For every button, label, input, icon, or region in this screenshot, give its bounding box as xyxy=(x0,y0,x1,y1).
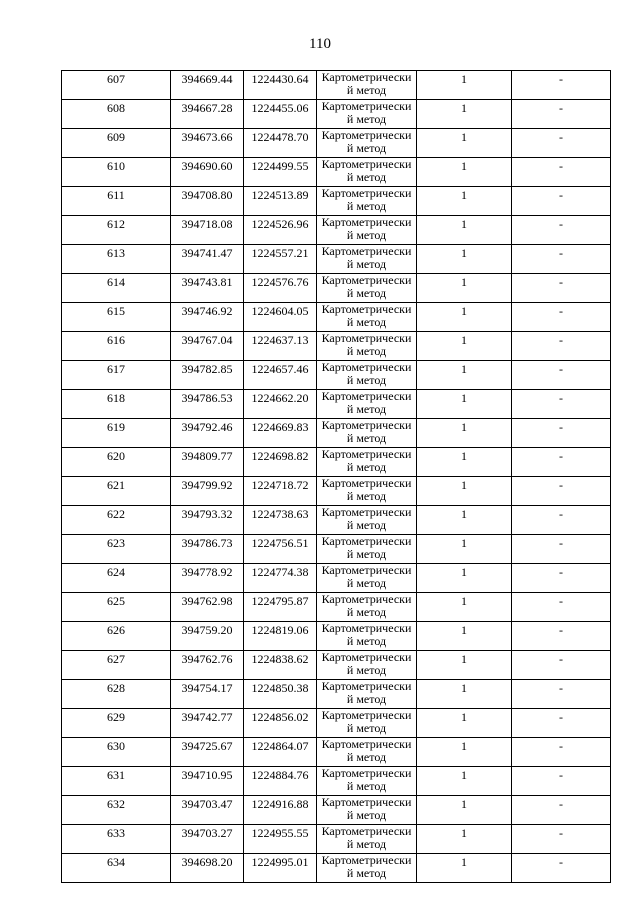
accuracy-cell: 1 xyxy=(417,738,512,767)
x-coordinate-cell: 394743.81 xyxy=(171,274,244,303)
method-cell xyxy=(317,854,417,883)
table-row xyxy=(62,361,611,390)
extra-cell: - xyxy=(512,564,611,593)
y-coordinate-cell: 1224955.55 xyxy=(244,825,317,854)
x-coordinate-cell: 394754.17 xyxy=(171,680,244,709)
method-text-line1: Картометрически xyxy=(321,157,412,171)
method-text-line2: й метод xyxy=(346,228,387,242)
table-row xyxy=(62,129,611,158)
method-text-line1: Картометрически xyxy=(321,447,412,461)
point-number-cell: 617 xyxy=(62,361,171,390)
method-text-line1: Картометрически xyxy=(321,621,412,635)
y-coordinate-cell: 1224698.82 xyxy=(244,448,317,477)
method-text-line1: Картометрически xyxy=(321,534,412,548)
method-cell xyxy=(317,651,417,680)
accuracy-cell: 1 xyxy=(417,448,512,477)
table-row xyxy=(62,709,611,738)
method-text-line2: й метод xyxy=(346,808,387,822)
y-coordinate-cell: 1224995.01 xyxy=(244,854,317,883)
y-coordinate-cell: 1224738.63 xyxy=(244,506,317,535)
y-coordinate-cell: 1224657.46 xyxy=(244,361,317,390)
table-row xyxy=(62,477,611,506)
point-number-cell: 614 xyxy=(62,274,171,303)
point-number-cell: 619 xyxy=(62,419,171,448)
point-number-cell: 628 xyxy=(62,680,171,709)
method-cell xyxy=(317,593,417,622)
method-text-line1: Картометрически xyxy=(321,389,412,403)
y-coordinate-cell: 1224774.38 xyxy=(244,564,317,593)
point-number-cell: 624 xyxy=(62,564,171,593)
accuracy-cell: 1 xyxy=(417,535,512,564)
method-cell xyxy=(317,129,417,158)
method-text-line1: Картометрически xyxy=(321,331,412,345)
point-number-cell: 632 xyxy=(62,796,171,825)
y-coordinate-cell: 1224662.20 xyxy=(244,390,317,419)
method-cell xyxy=(317,535,417,564)
y-coordinate-cell: 1224669.83 xyxy=(244,419,317,448)
method-text-line1: Картометрически xyxy=(321,215,412,229)
y-coordinate-cell: 1224756.51 xyxy=(244,535,317,564)
method-text-line2: й метод xyxy=(346,199,387,213)
y-coordinate-cell: 1224499.55 xyxy=(244,158,317,187)
extra-cell: - xyxy=(512,506,611,535)
y-coordinate-cell: 1224856.02 xyxy=(244,709,317,738)
method-text-line1: Картометрически xyxy=(321,563,412,577)
x-coordinate-cell: 394673.66 xyxy=(171,129,244,158)
accuracy-cell: 1 xyxy=(417,390,512,419)
y-coordinate-cell: 1224718.72 xyxy=(244,477,317,506)
method-cell xyxy=(317,274,417,303)
coordinates-table xyxy=(61,70,611,883)
method-text-line1: Картометрически xyxy=(321,505,412,519)
y-coordinate-cell: 1224864.07 xyxy=(244,738,317,767)
point-number-cell: 630 xyxy=(62,738,171,767)
accuracy-cell: 1 xyxy=(417,593,512,622)
point-number-cell: 613 xyxy=(62,245,171,274)
accuracy-cell: 1 xyxy=(417,274,512,303)
method-text-line2: й метод xyxy=(346,141,387,155)
table-row xyxy=(62,245,611,274)
method-cell xyxy=(317,71,417,100)
extra-cell: - xyxy=(512,71,611,100)
method-text-line1: Картометрически xyxy=(321,302,412,316)
x-coordinate-cell: 394792.46 xyxy=(171,419,244,448)
table-row xyxy=(62,506,611,535)
table-row xyxy=(62,71,611,100)
y-coordinate-cell: 1224455.06 xyxy=(244,100,317,129)
x-coordinate-cell: 394762.98 xyxy=(171,593,244,622)
point-number-cell: 612 xyxy=(62,216,171,245)
x-coordinate-cell: 394708.80 xyxy=(171,187,244,216)
method-cell xyxy=(317,680,417,709)
extra-cell: - xyxy=(512,854,611,883)
extra-cell: - xyxy=(512,651,611,680)
x-coordinate-cell: 394718.08 xyxy=(171,216,244,245)
method-text-line2: й метод xyxy=(346,344,387,358)
method-text-line1: Картометрически xyxy=(321,679,412,693)
method-text-line2: й метод xyxy=(346,634,387,648)
method-cell xyxy=(317,477,417,506)
table-row xyxy=(62,390,611,419)
method-text-line1: Картометрически xyxy=(321,708,412,722)
method-text-line1: Картометрически xyxy=(321,70,412,84)
extra-cell: - xyxy=(512,361,611,390)
accuracy-cell: 1 xyxy=(417,129,512,158)
table-row xyxy=(62,680,611,709)
extra-cell: - xyxy=(512,245,611,274)
method-text-line2: й метод xyxy=(346,547,387,561)
method-text-line1: Картометрически xyxy=(321,766,412,780)
point-number-cell: 625 xyxy=(62,593,171,622)
method-cell xyxy=(317,767,417,796)
method-cell xyxy=(317,216,417,245)
method-text-line2: й метод xyxy=(346,112,387,126)
method-cell xyxy=(317,825,417,854)
method-text-line2: й метод xyxy=(346,170,387,184)
point-number-cell: 629 xyxy=(62,709,171,738)
method-cell xyxy=(317,738,417,767)
point-number-cell: 621 xyxy=(62,477,171,506)
accuracy-cell: 1 xyxy=(417,303,512,332)
table-row xyxy=(62,622,611,651)
method-cell xyxy=(317,303,417,332)
x-coordinate-cell: 394786.73 xyxy=(171,535,244,564)
accuracy-cell: 1 xyxy=(417,564,512,593)
method-text-line2: й метод xyxy=(346,605,387,619)
method-cell xyxy=(317,709,417,738)
x-coordinate-cell: 394703.27 xyxy=(171,825,244,854)
y-coordinate-cell: 1224604.05 xyxy=(244,303,317,332)
x-coordinate-cell: 394746.92 xyxy=(171,303,244,332)
extra-cell: - xyxy=(512,216,611,245)
method-cell xyxy=(317,796,417,825)
extra-cell: - xyxy=(512,825,611,854)
accuracy-cell: 1 xyxy=(417,680,512,709)
extra-cell: - xyxy=(512,419,611,448)
accuracy-cell: 1 xyxy=(417,361,512,390)
accuracy-cell: 1 xyxy=(417,767,512,796)
extra-cell: - xyxy=(512,738,611,767)
method-cell xyxy=(317,448,417,477)
table-row xyxy=(62,158,611,187)
method-cell xyxy=(317,332,417,361)
accuracy-cell: 1 xyxy=(417,71,512,100)
table-row xyxy=(62,187,611,216)
x-coordinate-cell: 394710.95 xyxy=(171,767,244,796)
y-coordinate-cell: 1224430.64 xyxy=(244,71,317,100)
accuracy-cell: 1 xyxy=(417,245,512,274)
method-cell xyxy=(317,361,417,390)
y-coordinate-cell: 1224838.62 xyxy=(244,651,317,680)
table-row xyxy=(62,419,611,448)
y-coordinate-cell: 1224795.87 xyxy=(244,593,317,622)
table-row xyxy=(62,854,611,883)
point-number-cell: 633 xyxy=(62,825,171,854)
x-coordinate-cell: 394759.20 xyxy=(171,622,244,651)
table-row xyxy=(62,448,611,477)
x-coordinate-cell: 394809.77 xyxy=(171,448,244,477)
table-row xyxy=(62,100,611,129)
extra-cell: - xyxy=(512,129,611,158)
point-number-cell: 626 xyxy=(62,622,171,651)
table-row xyxy=(62,303,611,332)
point-number-cell: 611 xyxy=(62,187,171,216)
accuracy-cell: 1 xyxy=(417,477,512,506)
method-text-line1: Картометрически xyxy=(321,592,412,606)
y-coordinate-cell: 1224526.96 xyxy=(244,216,317,245)
method-text-line2: й метод xyxy=(346,750,387,764)
point-number-cell: 615 xyxy=(62,303,171,332)
extra-cell: - xyxy=(512,796,611,825)
table-row xyxy=(62,274,611,303)
y-coordinate-cell: 1224557.21 xyxy=(244,245,317,274)
point-number-cell: 609 xyxy=(62,129,171,158)
table-row xyxy=(62,216,611,245)
extra-cell: - xyxy=(512,593,611,622)
accuracy-cell: 1 xyxy=(417,332,512,361)
method-text-line2: й метод xyxy=(346,257,387,271)
accuracy-cell: 1 xyxy=(417,825,512,854)
x-coordinate-cell: 394725.67 xyxy=(171,738,244,767)
extra-cell: - xyxy=(512,332,611,361)
extra-cell: - xyxy=(512,390,611,419)
method-cell xyxy=(317,187,417,216)
x-coordinate-cell: 394669.44 xyxy=(171,71,244,100)
accuracy-cell: 1 xyxy=(417,651,512,680)
method-text-line2: й метод xyxy=(346,460,387,474)
table-row xyxy=(62,738,611,767)
table-row xyxy=(62,535,611,564)
x-coordinate-cell: 394741.47 xyxy=(171,245,244,274)
method-text-line2: й метод xyxy=(346,431,387,445)
method-text-line1: Картометрически xyxy=(321,737,412,751)
method-text-line1: Картометрически xyxy=(321,418,412,432)
x-coordinate-cell: 394786.53 xyxy=(171,390,244,419)
point-number-cell: 623 xyxy=(62,535,171,564)
point-number-cell: 631 xyxy=(62,767,171,796)
x-coordinate-cell: 394690.60 xyxy=(171,158,244,187)
method-text-line2: й метод xyxy=(346,315,387,329)
table-row xyxy=(62,593,611,622)
accuracy-cell: 1 xyxy=(417,100,512,129)
extra-cell: - xyxy=(512,187,611,216)
method-text-line1: Картометрически xyxy=(321,360,412,374)
method-text-line1: Картометрически xyxy=(321,128,412,142)
method-text-line1: Картометрически xyxy=(321,476,412,490)
x-coordinate-cell: 394782.85 xyxy=(171,361,244,390)
table-row xyxy=(62,825,611,854)
x-coordinate-cell: 394778.92 xyxy=(171,564,244,593)
method-text-line2: й метод xyxy=(346,692,387,706)
extra-cell: - xyxy=(512,303,611,332)
y-coordinate-cell: 1224850.38 xyxy=(244,680,317,709)
method-text-line1: Картометрически xyxy=(321,244,412,258)
method-text-line2: й метод xyxy=(346,489,387,503)
method-text-line1: Картометрически xyxy=(321,795,412,809)
point-number-cell: 607 xyxy=(62,71,171,100)
method-text-line1: Картометрически xyxy=(321,186,412,200)
method-cell xyxy=(317,100,417,129)
table-row xyxy=(62,767,611,796)
table-row xyxy=(62,796,611,825)
method-text-line1: Картометрически xyxy=(321,273,412,287)
page-number: 110 xyxy=(309,36,331,52)
y-coordinate-cell: 1224916.88 xyxy=(244,796,317,825)
point-number-cell: 620 xyxy=(62,448,171,477)
extra-cell: - xyxy=(512,158,611,187)
extra-cell: - xyxy=(512,680,611,709)
method-text-line2: й метод xyxy=(346,286,387,300)
extra-cell: - xyxy=(512,477,611,506)
accuracy-cell: 1 xyxy=(417,187,512,216)
method-cell xyxy=(317,506,417,535)
method-cell xyxy=(317,622,417,651)
method-text-line1: Картометрически xyxy=(321,824,412,838)
table-row xyxy=(62,332,611,361)
x-coordinate-cell: 394742.77 xyxy=(171,709,244,738)
accuracy-cell: 1 xyxy=(417,709,512,738)
method-text-line2: й метод xyxy=(346,83,387,97)
x-coordinate-cell: 394793.32 xyxy=(171,506,244,535)
method-text-line1: Картометрически xyxy=(321,99,412,113)
method-cell xyxy=(317,419,417,448)
extra-cell: - xyxy=(512,100,611,129)
x-coordinate-cell: 394799.92 xyxy=(171,477,244,506)
extra-cell: - xyxy=(512,709,611,738)
method-text-line2: й метод xyxy=(346,866,387,880)
table-row xyxy=(62,564,611,593)
accuracy-cell: 1 xyxy=(417,622,512,651)
method-text-line2: й метод xyxy=(346,373,387,387)
y-coordinate-cell: 1224478.70 xyxy=(244,129,317,158)
accuracy-cell: 1 xyxy=(417,419,512,448)
method-text-line1: Картометрически xyxy=(321,853,412,867)
method-text-line2: й метод xyxy=(346,518,387,532)
point-number-cell: 622 xyxy=(62,506,171,535)
x-coordinate-cell: 394667.28 xyxy=(171,100,244,129)
x-coordinate-cell: 394703.47 xyxy=(171,796,244,825)
point-number-cell: 608 xyxy=(62,100,171,129)
method-text-line1: Картометрически xyxy=(321,650,412,664)
coordinates-table-body xyxy=(62,71,611,883)
method-cell xyxy=(317,158,417,187)
point-number-cell: 627 xyxy=(62,651,171,680)
x-coordinate-cell: 394767.04 xyxy=(171,332,244,361)
method-cell xyxy=(317,390,417,419)
method-text-line2: й метод xyxy=(346,837,387,851)
method-text-line2: й метод xyxy=(346,576,387,590)
point-number-cell: 610 xyxy=(62,158,171,187)
extra-cell: - xyxy=(512,767,611,796)
accuracy-cell: 1 xyxy=(417,854,512,883)
method-cell xyxy=(317,245,417,274)
point-number-cell: 618 xyxy=(62,390,171,419)
extra-cell: - xyxy=(512,622,611,651)
method-cell xyxy=(317,564,417,593)
method-text-line2: й метод xyxy=(346,663,387,677)
accuracy-cell: 1 xyxy=(417,796,512,825)
y-coordinate-cell: 1224576.76 xyxy=(244,274,317,303)
method-text-line2: й метод xyxy=(346,779,387,793)
extra-cell: - xyxy=(512,448,611,477)
extra-cell: - xyxy=(512,274,611,303)
accuracy-cell: 1 xyxy=(417,216,512,245)
method-text-line2: й метод xyxy=(346,721,387,735)
y-coordinate-cell: 1224819.06 xyxy=(244,622,317,651)
accuracy-cell: 1 xyxy=(417,506,512,535)
y-coordinate-cell: 1224513.89 xyxy=(244,187,317,216)
x-coordinate-cell: 394698.20 xyxy=(171,854,244,883)
point-number-cell: 634 xyxy=(62,854,171,883)
method-text-line2: й метод xyxy=(346,402,387,416)
extra-cell: - xyxy=(512,535,611,564)
x-coordinate-cell: 394762.76 xyxy=(171,651,244,680)
table-row xyxy=(62,651,611,680)
y-coordinate-cell: 1224884.76 xyxy=(244,767,317,796)
point-number-cell: 616 xyxy=(62,332,171,361)
y-coordinate-cell: 1224637.13 xyxy=(244,332,317,361)
accuracy-cell: 1 xyxy=(417,158,512,187)
